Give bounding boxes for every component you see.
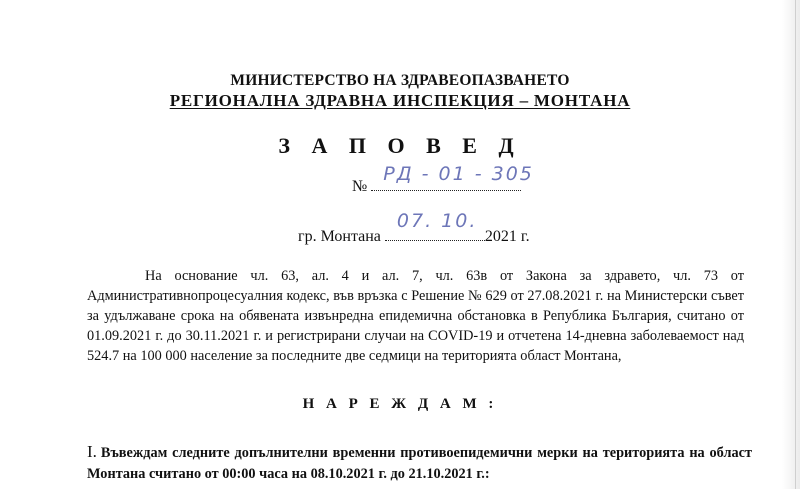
page-edge-line <box>795 0 796 489</box>
order-number-line <box>352 163 534 196</box>
date-dotted-field <box>385 210 485 241</box>
measure-numeral: I. <box>87 442 97 461</box>
city-prefix: гр. Монтана <box>298 228 381 245</box>
page-edge-shadow <box>782 0 800 489</box>
inspectorate-heading <box>0 91 800 111</box>
handwritten-date: 07. 10. <box>396 210 478 232</box>
number-prefix: № <box>352 178 368 195</box>
legal-basis-paragraph: На основание чл. 63, ал. 4 и ал. 7, чл. 63в от Закона за здравето, чл. 73 от Административнопроцесуалния кодекс, във връзка с Решение № 629 от 27.08.2021 г. на Министерски съвет за удължаване срока на обявената извънредна епидемична обстановка в Република България, считано от 01.09.2021 г. до 30.11.2021 г. и регистрирани случаи на COVID-19 и отчетена 14-дневна заболеваемост над 524.7 на 100 000 население за последните две седмици на територията област Монтана, <box>87 268 744 364</box>
measure-item <box>87 441 752 485</box>
city-date-line <box>298 210 530 246</box>
order-title: З А П О В Е Д <box>278 133 522 158</box>
number-dotted-field <box>371 163 534 191</box>
handwritten-order-number: РД - 01 - 305 <box>383 163 534 185</box>
ministry-heading: МИНИСТЕРСТВО НА ЗДРАВЕОПАЗВАНЕТО <box>230 72 570 89</box>
year-suffix: 2021 г. <box>484 228 530 245</box>
inspectorate-heading-text: РЕГИОНАЛНА ЗДРАВНА ИНСПЕКЦИЯ – МОНТАНА <box>169 91 631 110</box>
order-verb-heading: Н А Р Е Ж Д А М : <box>302 396 498 412</box>
measure-text: Въвеждам следните допълнителни временни противоепидемични мерки на територията на област Монтана считано от 00:00 часа на 08.10.2021 г. до 21.10.2021 г.: <box>87 445 752 482</box>
